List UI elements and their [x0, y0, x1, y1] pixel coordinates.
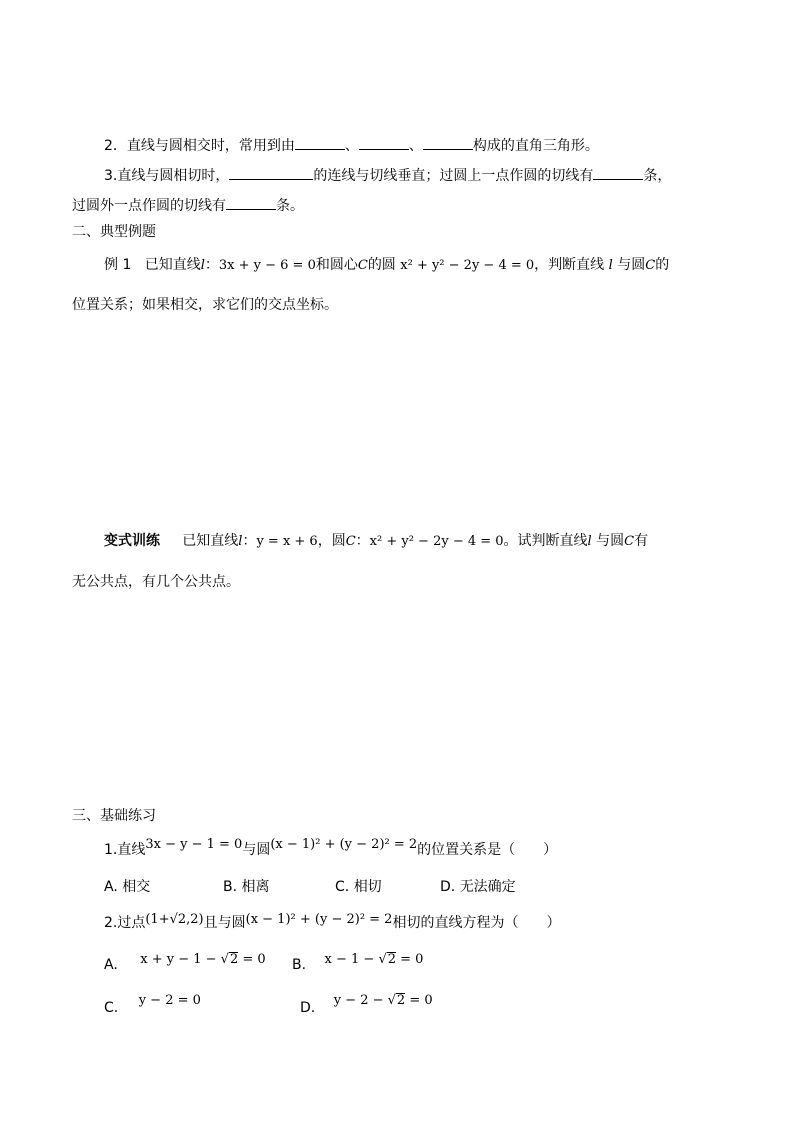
- exercise-1-text-b: 与圆: [242, 842, 271, 858]
- example-1-text-a: 已知直线: [144, 257, 201, 273]
- variant-text-a: 已知直线: [182, 533, 239, 549]
- example-1-line-2: 位置关系；如果相交，求它们的交点坐标。: [72, 297, 338, 313]
- exercise-1-option-b[interactable]: [223, 877, 270, 897]
- option-letter: C.: [104, 1000, 119, 1016]
- q3-blank-1[interactable]: [229, 164, 313, 180]
- option-letter: B.: [223, 879, 238, 895]
- example-1-center: C: [357, 258, 368, 273]
- exercise-2-option-b[interactable]: [292, 952, 424, 976]
- variant-line-name: l: [238, 534, 243, 549]
- option-text: 相离: [241, 879, 270, 895]
- option-equation: y − 2 = 0: [138, 993, 201, 1008]
- exercise-1-line: [104, 837, 558, 861]
- section-3-title: 三、基础练习: [72, 808, 156, 824]
- variant-line-name-2: l: [587, 534, 592, 549]
- exercise-2-option-d[interactable]: [300, 993, 433, 1019]
- q3-text-a: 3.直线与圆相切时，: [104, 168, 230, 184]
- section-2-title: 二、典型例题: [72, 224, 156, 240]
- q2-line: [104, 134, 599, 156]
- example-1-center-2: C: [645, 258, 656, 273]
- q2-blank-2[interactable]: [359, 134, 409, 150]
- example-1-text-f: 的: [655, 257, 670, 273]
- q3-line-2: [72, 194, 304, 216]
- q2-blank-3[interactable]: [423, 134, 473, 150]
- example-1-text-c: 的圆: [367, 257, 396, 273]
- option-letter: D.: [440, 879, 456, 895]
- exercise-2-option-a[interactable]: [104, 952, 266, 976]
- q3-text-c: 条，: [643, 168, 672, 184]
- q3-blank-2[interactable]: [593, 164, 643, 180]
- exercise-1-text-c: 的位置关系是（ ）: [417, 842, 558, 858]
- exercise-1-option-d[interactable]: [440, 877, 516, 897]
- example-1-text-e: 与圆: [617, 257, 646, 273]
- variant-text-e: 有: [634, 533, 649, 549]
- option-equation: x − 1 − √2 = 0: [324, 952, 424, 967]
- q2-text-a: 2．直线与圆相交时，常用到由: [104, 138, 295, 154]
- variant-line-1: [104, 531, 648, 552]
- q3-line-1: [104, 164, 671, 186]
- example-1-line-1: [104, 255, 669, 276]
- option-letter: A.: [104, 879, 118, 895]
- option-equation: x + y − 1 − √2 = 0: [140, 952, 266, 967]
- q2-text-b: 构成的直角三角形。: [472, 138, 599, 154]
- exercise-2-circle-equation: (x − 1)² + (y − 2)² = 2: [245, 912, 393, 927]
- variant-circle-equation: x² + y² − 2y − 4 = 0: [369, 534, 504, 549]
- example-1-text-d: ，判断直线: [534, 257, 605, 273]
- example-1-text-b: 和圆心: [315, 257, 358, 273]
- variant-text-d: 与圆: [596, 533, 625, 549]
- option-letter: B.: [292, 957, 307, 973]
- variant-center: C: [345, 534, 356, 549]
- variant-line-2: 无公共点，有几个公共点。: [72, 574, 240, 590]
- exercise-2-text-a: 2.过点: [104, 915, 146, 931]
- exercise-2-option-c[interactable]: [104, 993, 201, 1019]
- exercise-2-text-c: 相切的直线方程为（ ）: [392, 915, 561, 931]
- option-letter: A.: [104, 957, 118, 973]
- q2-sep-2: 、: [408, 138, 423, 154]
- exercise-1-option-c[interactable]: [335, 877, 382, 897]
- option-letter: C.: [335, 879, 350, 895]
- example-1-label: 例 1: [104, 257, 132, 273]
- option-text: 相交: [122, 879, 151, 895]
- example-1-line-name: l: [200, 258, 205, 273]
- variant-text-b: ，圆: [317, 533, 346, 549]
- q3-blank-3[interactable]: [226, 194, 276, 210]
- exercise-1-line-equation: 3x − y − 1 = 0: [145, 837, 243, 852]
- variant-center-2: C: [624, 534, 635, 549]
- variant-colon: ：: [242, 533, 257, 549]
- variant-label: 变式训练: [104, 533, 160, 549]
- variant-line-equation: y = x + 6: [256, 534, 318, 549]
- exercise-1-circle-equation: (x − 1)² + (y − 2)² = 2: [270, 837, 418, 852]
- q2-sep-1: 、: [344, 138, 359, 154]
- q3-text-b: 的连线与切线垂直；过圆上一点作圆的切线有: [313, 168, 594, 184]
- exercise-1-text-a: 1.直线: [104, 842, 146, 858]
- q3-line2-a: 过圆外一点作圆的切线有: [72, 198, 226, 214]
- q3-line2-b: 条。: [276, 198, 304, 214]
- variant-text-c: 。试判断直线: [503, 533, 588, 549]
- variant-colon-2: ：: [355, 533, 370, 549]
- option-text: 无法确定: [459, 879, 516, 895]
- exercise-1-option-a[interactable]: [104, 877, 150, 897]
- option-letter: D.: [300, 1000, 316, 1016]
- exercise-2-text-b: 且与圆: [203, 915, 246, 931]
- exercise-2-point: (1+√2,2): [145, 912, 204, 927]
- example-1-colon: ：: [204, 257, 219, 273]
- option-text: 相切: [353, 879, 382, 895]
- option-equation: y − 2 − √2 = 0: [333, 993, 433, 1008]
- example-1-line-name-2: l: [608, 258, 613, 273]
- example-1-circle-equation: x² + y² − 2y − 4 = 0: [400, 258, 535, 273]
- exercise-2-line: [104, 913, 560, 934]
- q2-blank-1[interactable]: [295, 134, 345, 150]
- example-1-line-equation: 3x + y − 6 = 0: [218, 258, 316, 273]
